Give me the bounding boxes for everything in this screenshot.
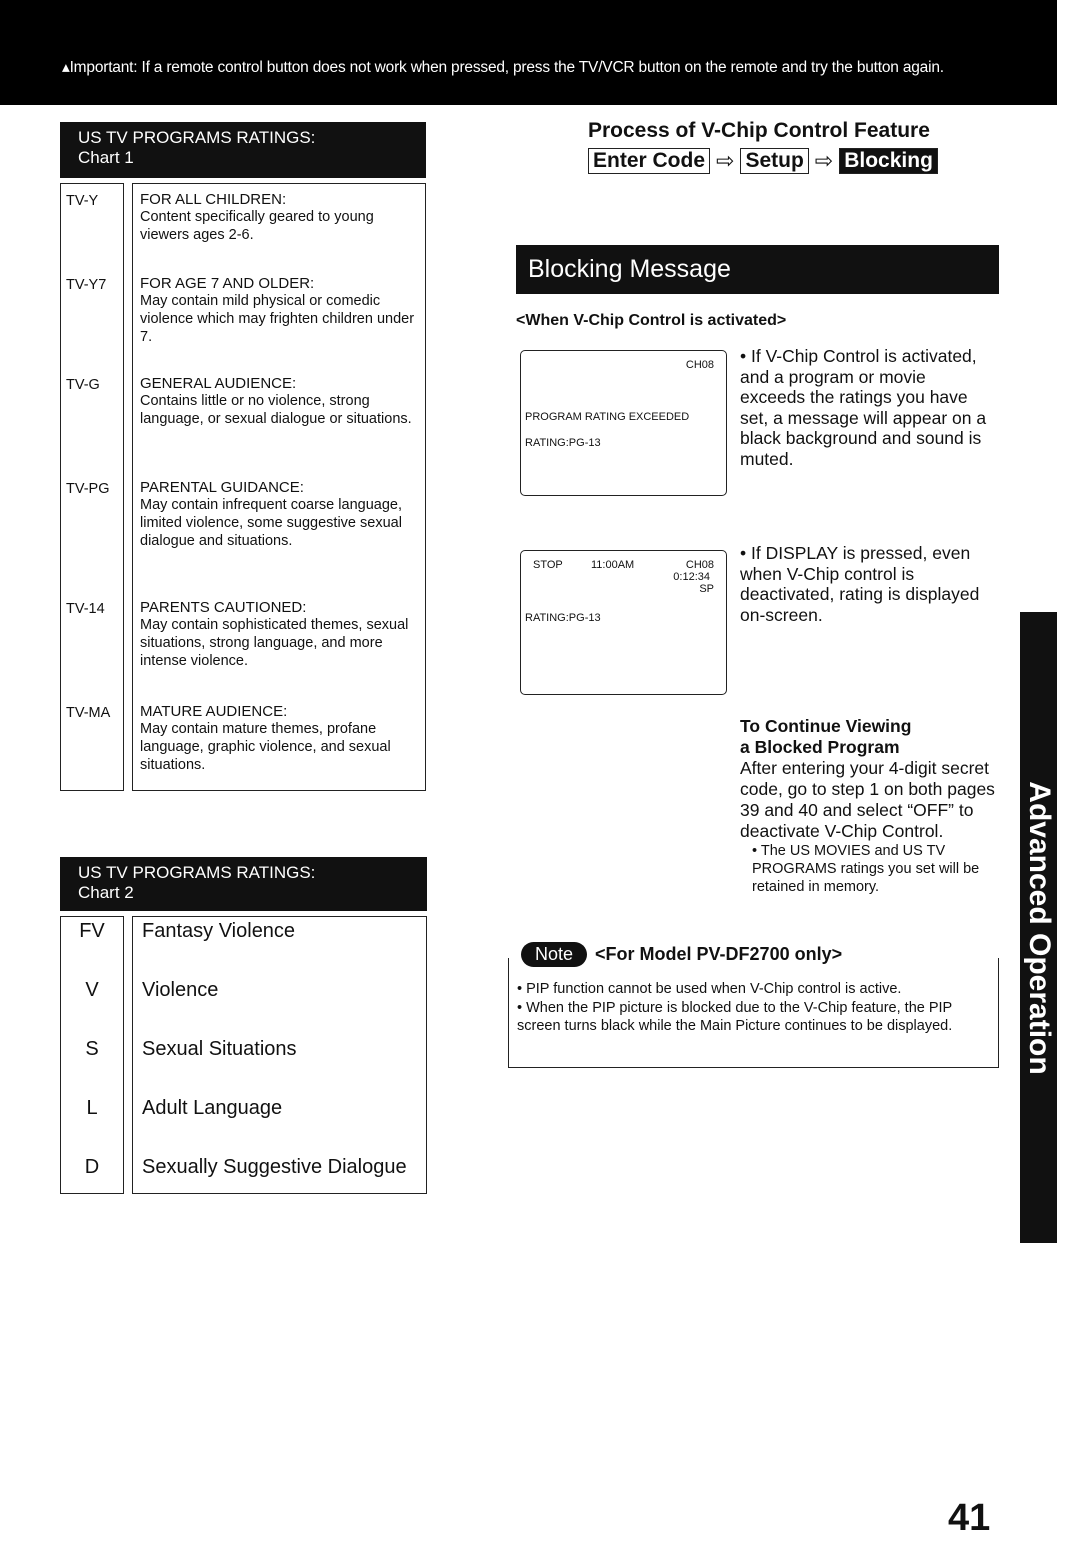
chart2-table (60, 916, 427, 1194)
rating-desc: Content specifically geared to young viewers ages 2-6. (140, 209, 374, 243)
tv-screen-display (520, 550, 727, 695)
rating-desc: May contain mature themes, profane language, graphic violence, and sexual situations. (140, 721, 391, 773)
screen-speed: SP (699, 583, 714, 595)
arrow-icon: ⇨ (716, 148, 735, 173)
content-code: V (85, 979, 99, 1001)
screen-rating: RATING:PG-13 (525, 437, 601, 449)
rating-heading: FOR AGE 7 AND OLDER: (140, 275, 315, 292)
rating-code: TV-Y7 (66, 277, 107, 293)
rating-heading: PARENTAL GUIDANCE: (140, 479, 304, 496)
screen-status: STOP (533, 559, 563, 571)
chart1-table (60, 183, 426, 791)
banner-text: ▴Important: If a remote control button does not work when pressed, press the TV/VCR button on the remote and try the button again. (62, 59, 944, 76)
screen-rating: RATING:PG-13 (525, 612, 601, 624)
rating-description (140, 479, 422, 550)
continue-body: After entering your 4-digit secret code, go to step 1 on both pages 39 and 40 and select “OFF” to deactivate V-Chip Control. (740, 758, 995, 841)
rating-desc: May contain mild physical or comedic violence which may frighten children under 7. (140, 293, 415, 345)
process-title: Process of V-Chip Control Feature (588, 119, 930, 142)
rating-code: TV-MA (66, 705, 111, 721)
note-badge: Note (521, 942, 587, 967)
continue-title: To Continue Viewing (740, 716, 912, 736)
continue-viewing (740, 716, 995, 896)
side-tab-label: Advanced Operation (1022, 780, 1056, 1075)
blocking-message-header: Blocking Message (516, 245, 999, 294)
rating-code: TV-PG (66, 481, 110, 497)
rating-description (140, 275, 422, 346)
rating-description (140, 703, 422, 774)
screen-message: PROGRAM RATING EXCEEDED (525, 411, 690, 423)
rating-heading: GENERAL AUDIENCE: (140, 375, 297, 392)
rating-desc: May contain sophisticated themes, sexual situations, strong language, and more intense violence. (140, 617, 409, 669)
chart1-title: US TV PROGRAMS RATINGS: (78, 128, 316, 147)
content-label: Sexual Situations (142, 1038, 297, 1060)
rating-heading: FOR ALL CHILDREN: (140, 191, 287, 208)
screen-counter: 0:12:34 (673, 571, 710, 583)
note-item: • PIP function cannot be used when V-Chip control is active. (517, 981, 902, 997)
step-blocking: Blocking (839, 148, 938, 174)
screen-time: 11:00AM (591, 559, 635, 571)
rating-description (140, 191, 422, 244)
chart2-title: US TV PROGRAMS RATINGS: (78, 863, 316, 882)
note-title: <For Model PV-DF2700 only> (595, 944, 843, 964)
bullet-display: • If DISPLAY is pressed, even when V-Chip control is deactivated, rating is displayed on-screen. (740, 543, 980, 625)
step-setup: Setup (740, 148, 808, 174)
rating-code: TV-G (66, 377, 100, 393)
chart2-subtitle: Chart 2 (78, 883, 134, 902)
section-side-tab (1020, 612, 1057, 1243)
content-label: Sexually Suggestive Dialogue (142, 1156, 407, 1178)
rating-description (140, 599, 422, 670)
process-flow (588, 148, 938, 174)
chart1-header (60, 122, 426, 178)
continue-title-2: a Blocked Program (740, 737, 900, 757)
note-box (508, 944, 999, 1068)
rating-code: TV-Y (66, 193, 99, 209)
content-code: FV (79, 920, 105, 942)
rating-heading: MATURE AUDIENCE: (140, 703, 288, 720)
content-label: Fantasy Violence (142, 920, 296, 942)
page-number: 41 (948, 1497, 991, 1539)
content-label: Adult Language (142, 1097, 283, 1119)
chart1-subtitle: Chart 1 (78, 148, 134, 167)
rating-heading: PARENTS CAUTIONED: (140, 599, 307, 616)
rating-desc: May contain infrequent coarse language, limited violence, some suggestive sexual dialogue and situations. (140, 497, 402, 549)
blocking-subtitle: <When V-Chip Control is activated> (516, 312, 787, 329)
rating-desc: Contains little or no violence, strong language, or sexual dialogue or situations. (140, 393, 412, 427)
screen-channel: CH08 (685, 559, 714, 571)
content-label: Violence (142, 979, 219, 1001)
content-code: D (84, 1156, 100, 1178)
chart2-header (60, 857, 427, 911)
arrow-icon: ⇨ (814, 148, 834, 173)
rating-code: TV-14 (66, 601, 105, 617)
important-banner (0, 0, 1057, 105)
content-code: L (86, 1097, 98, 1119)
content-code: S (85, 1038, 99, 1060)
continue-note: • The US MOVIES and US TV PROGRAMS ratings you set will be retained in memory. (752, 843, 980, 895)
rating-description (140, 375, 422, 428)
screen-channel: CH08 (685, 359, 714, 371)
tv-screen-blocked (520, 350, 727, 496)
bullet-activated: • If V-Chip Control is activated, and a program or movie exceeds the ratings you have set, a message will appear on a black background and sound is muted. (740, 346, 987, 469)
step-enter-code: Enter Code (588, 148, 710, 174)
note-item: • When the PIP picture is blocked due to the V-Chip feature, the PIP screen turns black while the Main Picture continues to be displayed. (517, 999, 953, 1034)
